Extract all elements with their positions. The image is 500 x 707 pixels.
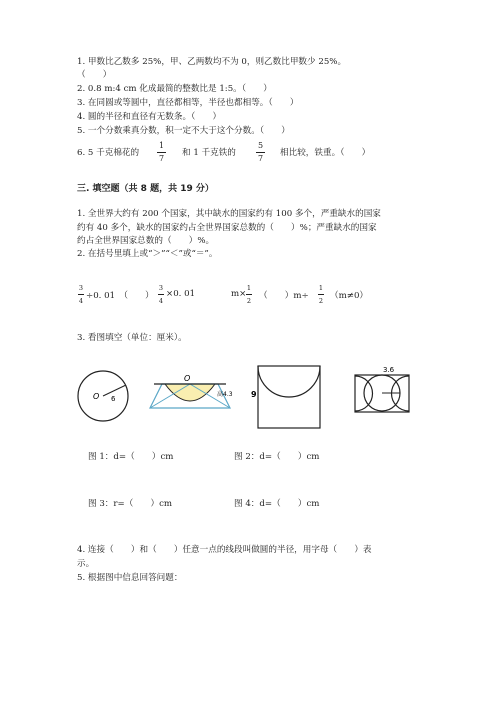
figures-row (70, 355, 430, 430)
judge-q6-fraction-1 (157, 141, 166, 164)
fraction-denominator: 4 (78, 297, 84, 305)
judge-q6-part2: 和 1 千克铁的 (182, 148, 236, 158)
judge-q2: 2. 0.8 m:4 cm 化成最简的整数比是 1:5。（ ） (77, 84, 272, 94)
judge-q6-fraction-2 (256, 141, 265, 164)
cmp3-prefix: m× (231, 289, 247, 299)
fraction-denominator: 7 (257, 154, 264, 163)
fraction-numerator: 1 (318, 284, 324, 292)
figure-1-center-label: O (93, 392, 100, 401)
judge-q1-line1: 1. 甲数比乙数多 25%，甲、乙两数均不为 0，则乙数比甲数少 25%。 (77, 57, 347, 67)
figure-2-semicircle (150, 374, 233, 408)
answer-figure-2: 图 2：d=（ ）cm (234, 452, 320, 462)
fraction-denominator: 2 (246, 297, 252, 305)
fraction-denominator: 2 (318, 297, 324, 305)
fill-q5: 5. 根据图中信息回答问题： (77, 573, 183, 583)
judge-q1-line2: （ ） (77, 70, 112, 80)
fill-q4-line1: 4. 连接（ ）和（ ）任意一点的线段叫做圆的半径，用字母（ ）表 (77, 545, 372, 555)
figure-4-circles (355, 366, 409, 412)
figure-2-height-label: 高4.3 (217, 391, 233, 398)
cmp4-text: （m≠0） (330, 291, 369, 301)
figure-3-side-label: 9 (251, 390, 257, 399)
cmp1-text: ÷0. 01 （ ） (86, 291, 154, 301)
fraction-numerator: 1 (246, 284, 252, 292)
fraction-numerator: 5 (257, 141, 264, 150)
answer-figure-1: 图 1：d=（ ）cm (88, 452, 174, 462)
fill-q1-line3: 约占全世界国家总数的（ ）%。 (77, 236, 215, 246)
fill-q2: 2. 在括号里填上或“＞”“＜”或“＝”。 (77, 249, 218, 259)
cmp2-text: ×0. 01 (166, 289, 196, 299)
cmp2-fraction (158, 283, 164, 306)
figure-1-radius-label: 6 (111, 395, 116, 403)
judge-q6-part1: 6. 5 千克棉花的 (77, 148, 140, 158)
judge-q4: 4. 圆的半径和直径有无数条。（ ） (77, 112, 222, 122)
cmp3-fraction (246, 283, 252, 306)
answer-figure-4: 图 4：d=（ ）cm (234, 499, 320, 509)
fraction-numerator: 1 (158, 141, 165, 150)
judge-q6-part3: 相比较，铁重。（ ） (280, 148, 371, 158)
section-title: 三. 填空题（共 8 题，共 19 分） (77, 184, 214, 194)
cmp3-text: （ ）m÷ (259, 291, 309, 301)
fill-q3: 3. 看图填空（单位：厘米）。 (77, 333, 187, 343)
fill-q1-line1: 1. 全世界大约有 200 个国家，其中缺水的国家约有 100 多个，严重缺水的国家 (77, 209, 381, 219)
judge-q5: 5. 一个分数乘真分数，积一定不大于这个分数。（ ） (77, 126, 290, 136)
figure-2-center-label: O (184, 374, 191, 383)
cmp1-fraction (78, 283, 84, 306)
fraction-denominator: 7 (158, 154, 165, 163)
fill-q4-line2: 示。 (77, 559, 95, 569)
answer-figure-3: 图 3：r=（ ）cm (88, 499, 173, 509)
figure-1-circle (78, 371, 128, 421)
fill-q1-line2: 约有 40 多个，缺水的国家约占全世界国家总数的（ ）%；严重缺水的国家 (77, 223, 377, 233)
fraction-numerator: 3 (78, 284, 84, 292)
judge-q3: 3. 在同圆或等圆中，直径都相等，半径也都相等。（ ） (77, 98, 299, 108)
cmp4-fraction (318, 283, 324, 306)
fraction-numerator: 3 (158, 284, 164, 292)
figure-4-width-label: 3.6 (383, 366, 395, 374)
fraction-denominator: 4 (158, 297, 164, 305)
figure-3-square (251, 366, 320, 428)
